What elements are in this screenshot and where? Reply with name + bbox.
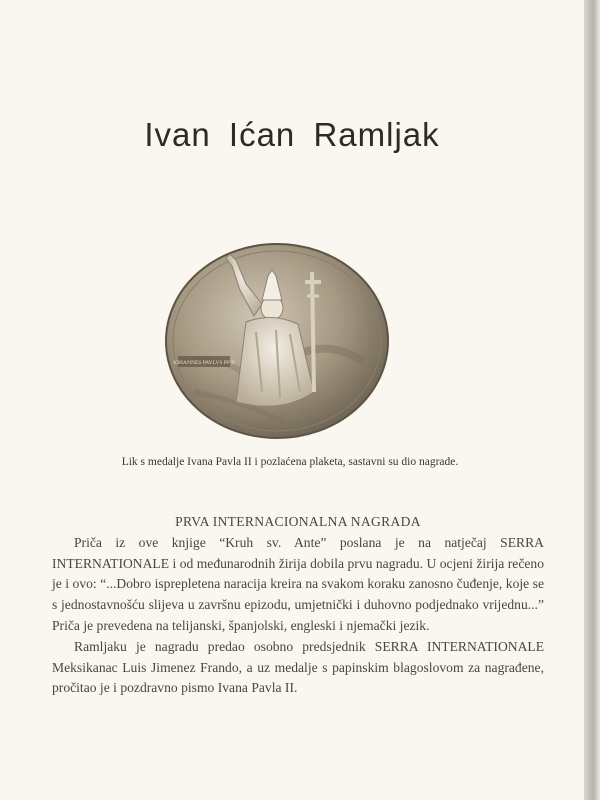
author-name: Ivan Ićan Ramljak [144, 116, 440, 153]
medal-relief [164, 242, 390, 440]
paragraph-2: Ramljaku je nagradu predao osobno predsjednik SERRA INTERNATIONALE Meksikanac Luis Jimenez Frando, a uz medalje s papinskim blagoslovom za nagrađene, pročitao je i pozdravno pismo Ivana Pavla II. [52, 638, 544, 696]
paragraph-1: Priča iz ove knjige “Kruh sv. Ante” poslana je na natječaj SERRA INTERNATIONALE i od međunarodnih žirija dobila prvu nagradu. U ocjeni žirija rečeno je i ovo: “...Dobro isprepletena naracija kreira na svakom koraku zanosno čuđenje, koje se s jednostavnošću slijeva u završnu epizodu, umjetnički i duhovno podjednako vrijednu...” Priča je prevedena na telijanski, španjolski, engleski i njemački jezik. [52, 534, 544, 633]
article-body [52, 512, 544, 699]
medal-inscription: IOHANNES PAVLVS PP II [173, 360, 235, 366]
section-title: PRVA INTERNACIONALNA NAGRADA [175, 514, 421, 529]
medal-image [164, 242, 390, 440]
page-edge-shadow [584, 0, 600, 800]
image-caption: Lik s medalje Ivana Pavla II i pozlaćena plaketa, sastavni su dio nagrade. [121, 456, 459, 468]
